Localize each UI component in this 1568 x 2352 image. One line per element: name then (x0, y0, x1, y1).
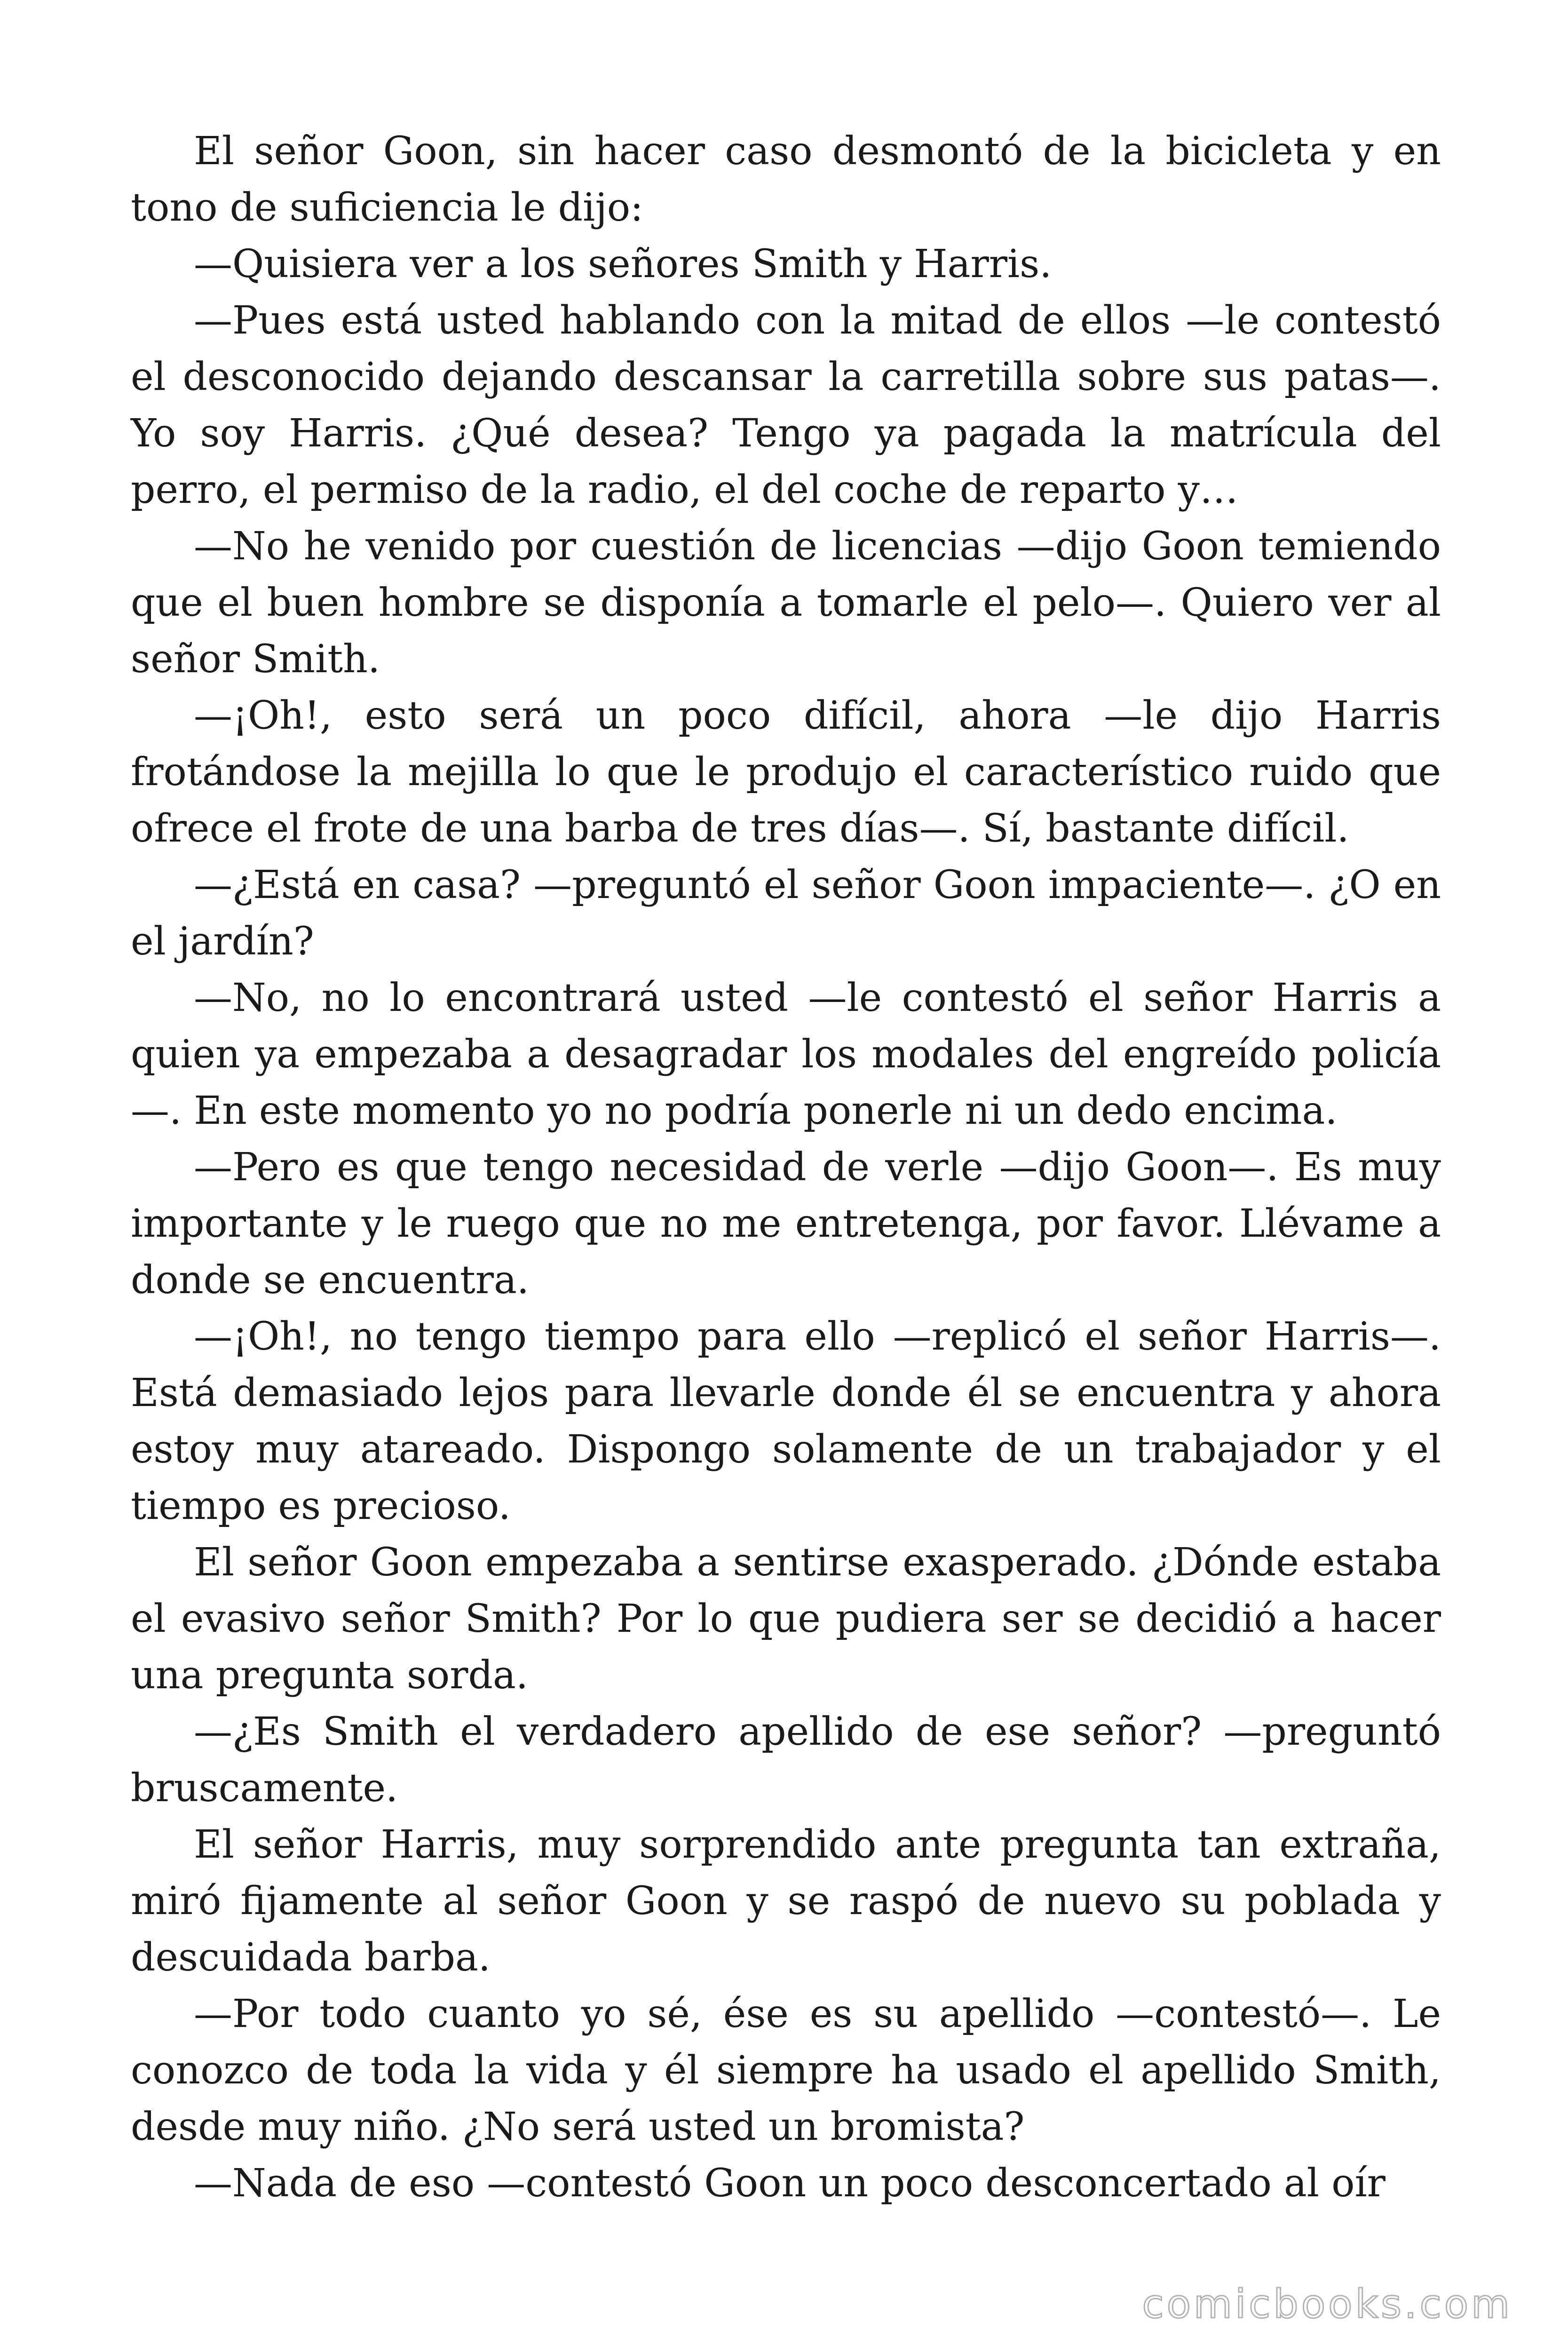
paragraph: —¡Oh!, esto será un poco difícil, ahora —le dijo Harris frotándose la mejilla lo que le produjo el característico ruido que ofrece el frote de una barba de tres días—. Sí, bastante difícil. (131, 693, 1441, 851)
paragraph: —Nada de eso —contestó Goon un poco desconcertado al oír (194, 2161, 1386, 2206)
watermark: comicbooks.com (1142, 2281, 1513, 2327)
paragraph: —Por todo cuanto yo sé, ése es su apellido —contestó—. Le conozco de toda la vida y él siempre ha usado el apellido Smith, desde muy niño. ¿No será usted un bromista? (131, 1992, 1441, 2149)
paragraph: —Pues está usted hablando con la mitad de ellos —le contestó el desconocido dejando descansar la carretilla sobre sus patas—. Yo soy Harris. ¿Qué desea? Tengo ya pagada la matrícula del perro, el permiso de la radio, el del coche de reparto y… (131, 298, 1441, 512)
paragraph: —¿Está en casa? —preguntó el señor Goon impaciente—. ¿O en el jardín? (131, 863, 1441, 964)
paragraph: —Pero es que tengo necesidad de verle —dijo Goon—. Es muy importante y le ruego que no me entretenga, por favor. Llévame a donde se encuentra. (131, 1145, 1441, 1303)
paragraph: El señor Harris, muy sorprendido ante pregunta tan extraña, miró fijamente al señor Goon y se raspó de nuevo su poblada y descuidada barba. (131, 1822, 1441, 1980)
paragraph: —Quisiera ver a los señores Smith y Harris. (194, 242, 1052, 286)
body-text (131, 123, 1441, 2212)
paragraph: El señor Goon, sin hacer caso desmontó de la bicicleta y en tono de suficiencia le dijo: (131, 129, 1441, 230)
paragraph: —¡Oh!, no tengo tiempo para ello —replicó el señor Harris—. Está demasiado lejos para llevarle donde él se encuentra y ahora estoy muy atareado. Dispongo solamente de un trabajador y el tiempo es precioso. (131, 1314, 1441, 1528)
paragraph: El señor Goon empezaba a sentirse exasperado. ¿Dónde estaba el evasivo señor Smith? Por lo que pudiera ser se decidió a hacer una pregunta sorda. (131, 1540, 1441, 1698)
paragraph: —No, no lo encontrará usted —le contestó el señor Harris a quien ya empezaba a desagradar los modales del engreído policía—. En este momento yo no podría ponerle ni un dedo encima. (131, 976, 1441, 1133)
paragraph: —No he venido por cuestión de licencias —dijo Goon temiendo que el buen hombre se disponía a tomarle el pelo—. Quiero ver al señor Smith. (131, 524, 1441, 682)
paragraph: —¿Es Smith el verdadero apellido de ese señor? —preguntó bruscamente. (131, 1709, 1441, 1811)
